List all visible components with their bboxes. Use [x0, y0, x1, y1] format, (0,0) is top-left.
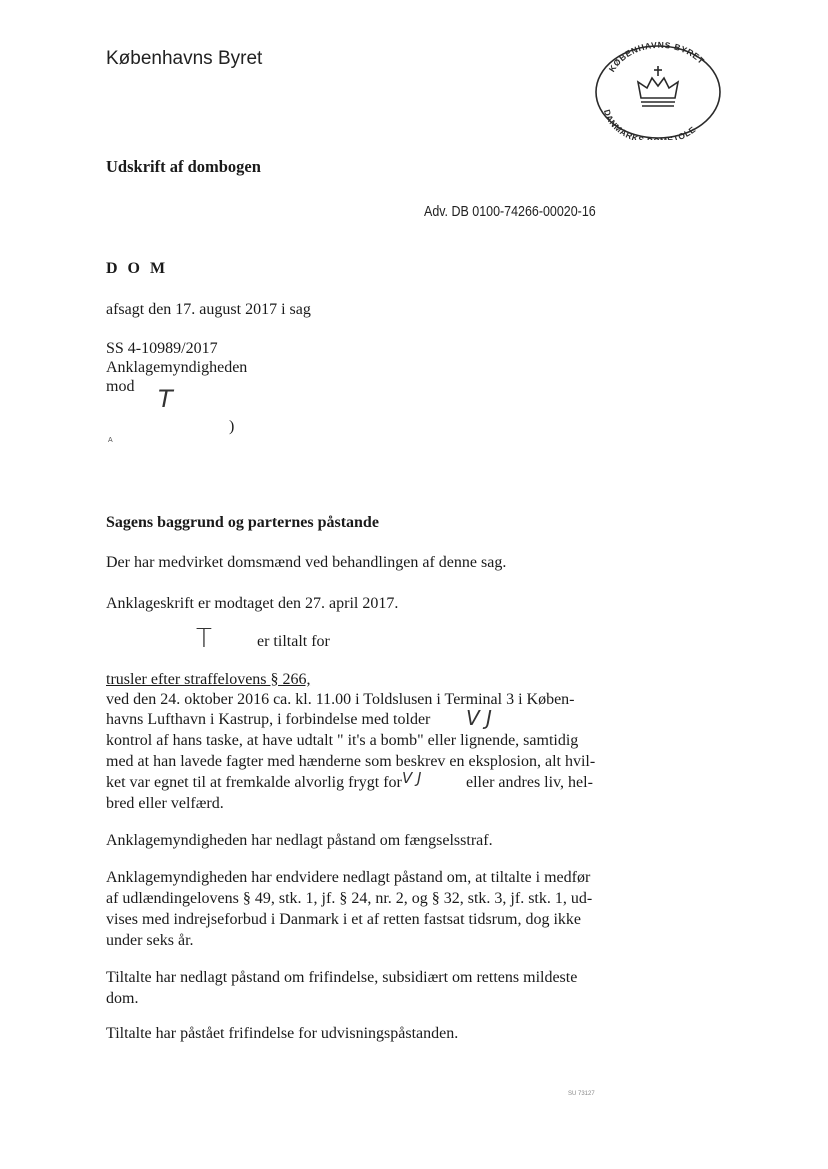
- charge-line: kontrol af hans taske, at have udtalt " it's a bomb" eller lignende, samtidig: [106, 732, 579, 749]
- seal-top-text: KØBENHAVNS BYRET: [606, 40, 707, 74]
- para-acquittal-line: Tiltalte har nedlagt påstand om frifindelse, subsidiært om rettens mildeste: [106, 969, 578, 986]
- para-expulsion-line: under seks år.: [106, 932, 194, 949]
- para-expulsion-line: af udlændingelovens § 49, stk. 1, jf. § 24, nr. 2, og § 32, stk. 3, jf. stk. 1, ud-: [106, 890, 593, 907]
- seal-bottom-text: DANMARKS STOLE: [601, 108, 698, 140]
- para-prison-claim: Anklagemyndigheden har nedlagt påstand om fængselsstraf.: [106, 832, 493, 849]
- charge-line: bred eller velfærd.: [106, 795, 224, 812]
- crown-seal-icon: [592, 40, 722, 140]
- charge-line: med at han lavede fagter med hænderne som beskrev en eksplosion, alt hvil-: [106, 753, 596, 770]
- para-indictment-received: Anklageskrift er modtaget den 27. april 2017.: [106, 595, 399, 612]
- party-against: mod: [106, 378, 135, 395]
- accused-line: er tiltalt for: [257, 633, 330, 650]
- para-expulsion-acquittal: Tiltalte har påstået frifindelse for udvisningspåstanden.: [106, 1025, 459, 1042]
- charge-line: ved den 24. oktober 2016 ca. kl. 11.00 i Toldslusen i Terminal 3 i Køben-: [106, 691, 575, 708]
- case-reference: Adv. DB 0100-74266-00020-16: [424, 204, 596, 220]
- section-heading: Sagens baggrund og parternes påstande: [106, 514, 379, 531]
- para-expulsion-line: Anklagemyndigheden har endvidere nedlagt påstand om, at tiltalte i medfør: [106, 869, 591, 886]
- court-name: Københavns Byret: [106, 48, 263, 69]
- redaction-mark: T: [158, 385, 173, 413]
- court-seal: [592, 40, 722, 140]
- charge-line: eller andres liv, hel-: [466, 774, 593, 791]
- accused-mark: T: [196, 624, 212, 654]
- verdict-label: D O M: [106, 260, 169, 277]
- svg-text:KØBENHAVNS BYRET: [607, 40, 707, 74]
- svg-text:DANMARKS DOMSTOLE: [602, 108, 698, 140]
- redaction-paren: ): [229, 418, 235, 435]
- para-acquittal-line: dom.: [106, 990, 139, 1007]
- document-title: Udskrift af dombogen: [106, 157, 261, 176]
- charge-heading: trusler efter straffelovens § 266,: [106, 671, 311, 688]
- para-expulsion-line: vises med indrejseforbud i Danmark i et af retten fastsat tidsrum, dog ikke: [106, 911, 581, 928]
- redaction-caret: A: [108, 437, 113, 444]
- charge-line: havns Lufthavn i Kastrup, i forbindelse med tolder: [106, 711, 431, 728]
- issued-line: afsagt den 17. august 2017 i sag: [106, 301, 311, 318]
- redaction-mark: V J: [466, 706, 492, 730]
- redaction-mark: V J: [402, 769, 422, 787]
- para-lay-judges: Der har medvirket domsmænd ved behandlingen af denne sag.: [106, 554, 507, 571]
- footer-code: SU 73127: [568, 1091, 595, 1097]
- party-plaintiff: Anklagemyndigheden: [106, 359, 248, 376]
- charge-line: ket var egnet til at fremkalde alvorlig frygt for: [106, 774, 402, 791]
- case-number: SS 4-10989/2017: [106, 340, 218, 357]
